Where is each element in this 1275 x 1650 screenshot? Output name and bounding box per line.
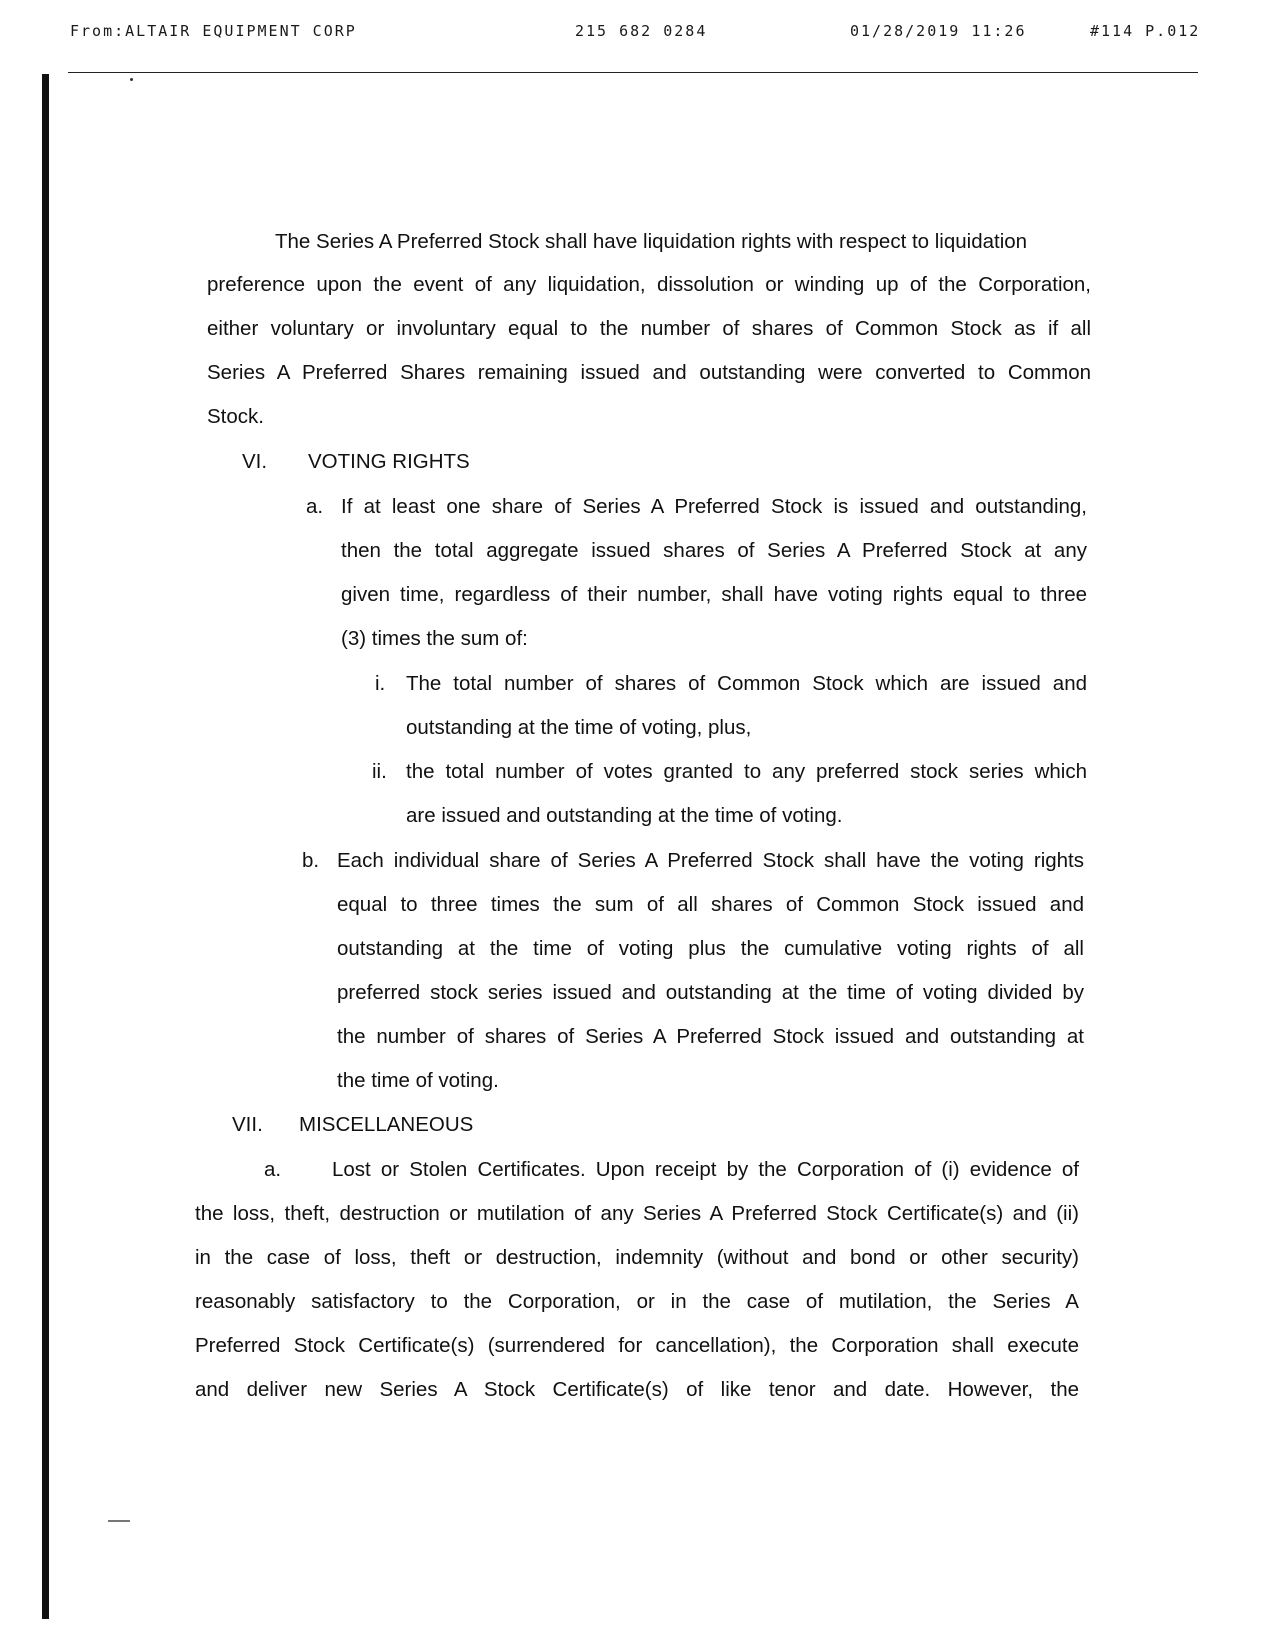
list-item-line: the loss, theft, destruction or mutilation of any Series A Preferred Stock Certificate(s) and (ii): [195, 1202, 1079, 1225]
list-item-line: then the total aggregate issued shares of Series A Preferred Stock at any: [341, 539, 1087, 562]
list-item-line: outstanding at the time of voting plus the cumulative voting rights of all: [337, 937, 1084, 960]
list-item-line: Lost or Stolen Certificates. Upon receipt by the Corporation of (i) evidence of: [332, 1158, 1079, 1181]
sublist-marker: i.: [375, 672, 386, 695]
list-item-line: (3) times the sum of:: [341, 627, 528, 650]
list-marker: a.: [264, 1158, 282, 1181]
section-title: VOTING RIGHTS: [308, 450, 470, 473]
scan-edge-bar: [42, 74, 49, 1619]
section-number: VI.: [242, 450, 268, 473]
sublist-marker: ii.: [372, 760, 387, 783]
list-item-line: in the case of loss, theft or destruction, indemnity (without and bond or other security): [195, 1246, 1079, 1269]
fax-datetime: 01/28/2019 11:26: [850, 22, 1027, 40]
list-item-line: and deliver new Series A Stock Certificate(s) of like tenor and date. However, the: [195, 1378, 1079, 1401]
paragraph-line: The Series A Preferred Stock shall have liquidation rights with respect to liquidation: [275, 230, 1028, 253]
paragraph-line: Series A Preferred Shares remaining issued and outstanding were converted to Common: [207, 361, 1091, 384]
paragraph-line: either voluntary or involuntary equal to the number of shares of Common Stock as if all: [207, 317, 1091, 340]
sublist-item-line: The total number of shares of Common Stock which are issued and: [406, 672, 1087, 695]
header-rule: [68, 72, 1198, 73]
list-item-line: the time of voting.: [337, 1069, 499, 1092]
list-item-line: reasonably satisfactory to the Corporation, or in the case of mutilation, the Series A: [195, 1290, 1079, 1313]
sublist-item-line: are issued and outstanding at the time of voting.: [406, 804, 843, 827]
fax-phone: 215 682 0284: [575, 22, 708, 40]
list-item-line: If at least one share of Series A Preferred Stock is issued and outstanding,: [341, 495, 1087, 518]
section-title: MISCELLANEOUS: [299, 1113, 474, 1136]
list-item-line: Each individual share of Series A Preferred Stock shall have the voting rights: [337, 849, 1084, 872]
fax-from: From:ALTAIR EQUIPMENT CORP: [70, 22, 357, 40]
section-number: VII.: [232, 1113, 263, 1136]
fax-header: [0, 22, 1275, 46]
scan-speck: [130, 78, 133, 81]
paragraph-line: Stock.: [207, 405, 264, 428]
paragraph-line: preference upon the event of any liquidation, dissolution or winding up of the Corporation,: [207, 273, 1091, 296]
sublist-item-line: outstanding at the time of voting, plus,: [406, 716, 752, 739]
fax-page-number: #114 P.012: [1090, 22, 1201, 40]
list-item-line: preferred stock series issued and outstanding at the time of voting divided by: [337, 981, 1084, 1004]
list-marker: a.: [306, 495, 324, 518]
list-marker: b.: [302, 849, 320, 872]
sublist-item-line: the total number of votes granted to any preferred stock series which: [406, 760, 1087, 783]
scan-speck: [108, 1520, 130, 1522]
list-item-line: given time, regardless of their number, shall have voting rights equal to three: [341, 583, 1087, 606]
list-item-line: equal to three times the sum of all shares of Common Stock issued and: [337, 893, 1084, 916]
list-item-line: Preferred Stock Certificate(s) (surrendered for cancellation), the Corporation shall execute: [195, 1334, 1079, 1357]
list-item-line: the number of shares of Series A Preferred Stock issued and outstanding at: [337, 1025, 1084, 1048]
